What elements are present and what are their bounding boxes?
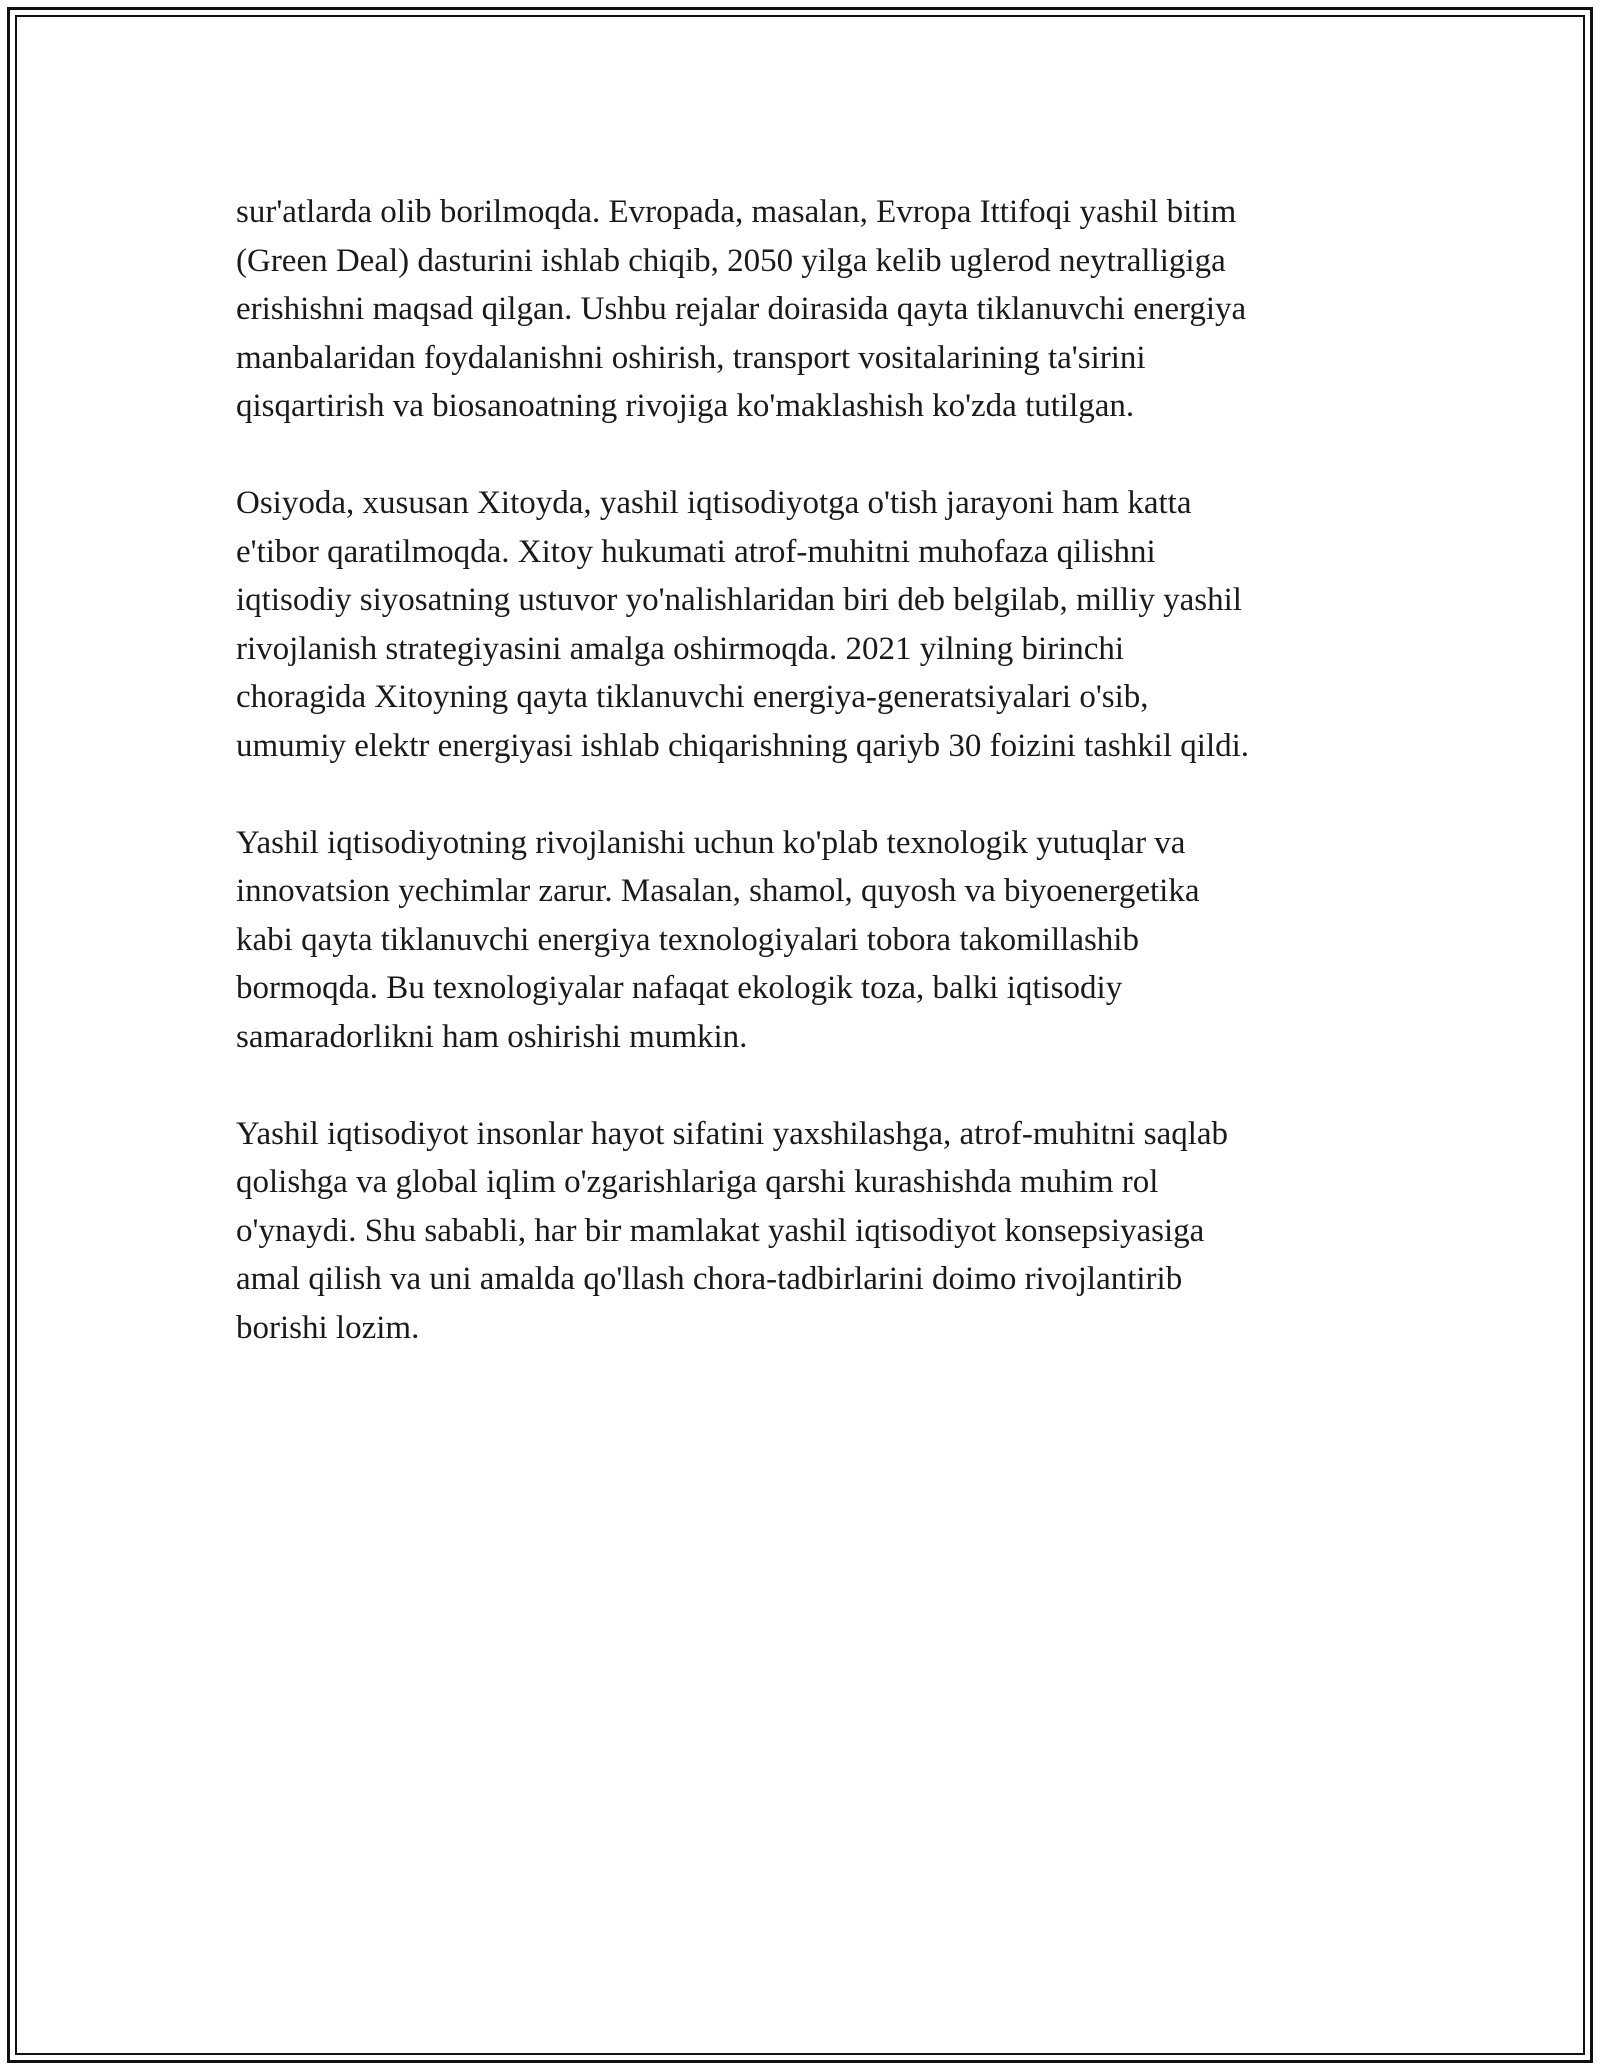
paragraph-3: [236, 819, 1386, 1062]
text-line: Yashil iqtisodiyot insonlar hayot sifatini yaxshilashga, atrof-muhitni saqlab: [236, 1115, 1229, 1152]
text-line: erishishni maqsad qilgan. Ushbu rejalar doirasida qayta tiklanuvchi energiya: [236, 291, 1247, 327]
text-line: sur'atlarda olib borilmoqda. Evropada, masalan, Evropa Ittifoqi yashil bitim: [236, 194, 1237, 230]
text-line: bormoqda. Bu texnologiyalar nafaqat ekologik toza, balki iqtisodiy: [236, 970, 1123, 1006]
paragraph-4: [236, 1110, 1386, 1353]
text-line: (Green Deal) dasturini ishlab chiqib, 2050 yilga kelib uglerod neytralligiga: [236, 242, 1226, 279]
text-line: kabi qayta tiklanuvchi energiya texnologiyalari tobora takomillashib: [236, 921, 1139, 958]
paragraph-1: [236, 188, 1386, 431]
text-line: o'ynaydi. Shu sababli, har bir mamlakat yashil iqtisodiyot konsepsiyasiga: [236, 1212, 1205, 1249]
text-line: e'tibor qaratilmoqda. Xitoy hukumati atrof-muhitni muhofaza qilishni: [236, 533, 1156, 570]
text-line: iqtisodiy siyosatning ustuvor yo'nalishlaridan biri deb belgilab, milliy yashil: [236, 582, 1242, 618]
text-line: choragida Xitoyning qayta tiklanuvchi energiya-generatsiyalari o'sib,: [236, 679, 1149, 715]
text-line: samaradorlikni ham oshirishi mumkin.: [236, 1018, 748, 1055]
text-line: borishi lozim.: [236, 1309, 420, 1346]
text-line: umumiy elektr energiyasi ishlab chiqarishning qariyb 30 foizini tashkil qildi.: [236, 727, 1250, 764]
text-line: Yashil iqtisodiyotning rivojlanishi uchun ko'plab texnologik yutuqlar va: [236, 824, 1186, 861]
text-line: qolishga va global iqlim o'zgarishlariga qarshi kurashishda muhim rol: [236, 1164, 1159, 1200]
document-body: [236, 188, 1386, 1401]
text-line: Osiyoda, xususan Xitoyda, yashil iqtisodiyotga o'tish jarayoni ham katta: [236, 485, 1192, 521]
text-line: amal qilish va uni amalda qo'llash chora-tadbirlarini doimo rivojlantirib: [236, 1261, 1183, 1297]
text-line: rivojlanish strategiyasini amalga oshirmoqda. 2021 yilning birinchi: [236, 630, 1125, 667]
paragraph-2: [236, 479, 1386, 770]
text-line: qisqartirish va biosanoatning rivojiga ko'maklashish ko'zda tutilgan.: [236, 388, 1135, 424]
text-line: innovatsion yechimlar zarur. Masalan, shamol, quyosh va biyoenergetika: [236, 873, 1200, 909]
text-line: manbalaridan foydalanishni oshirish, transport vositalarining ta'sirini: [236, 339, 1146, 376]
